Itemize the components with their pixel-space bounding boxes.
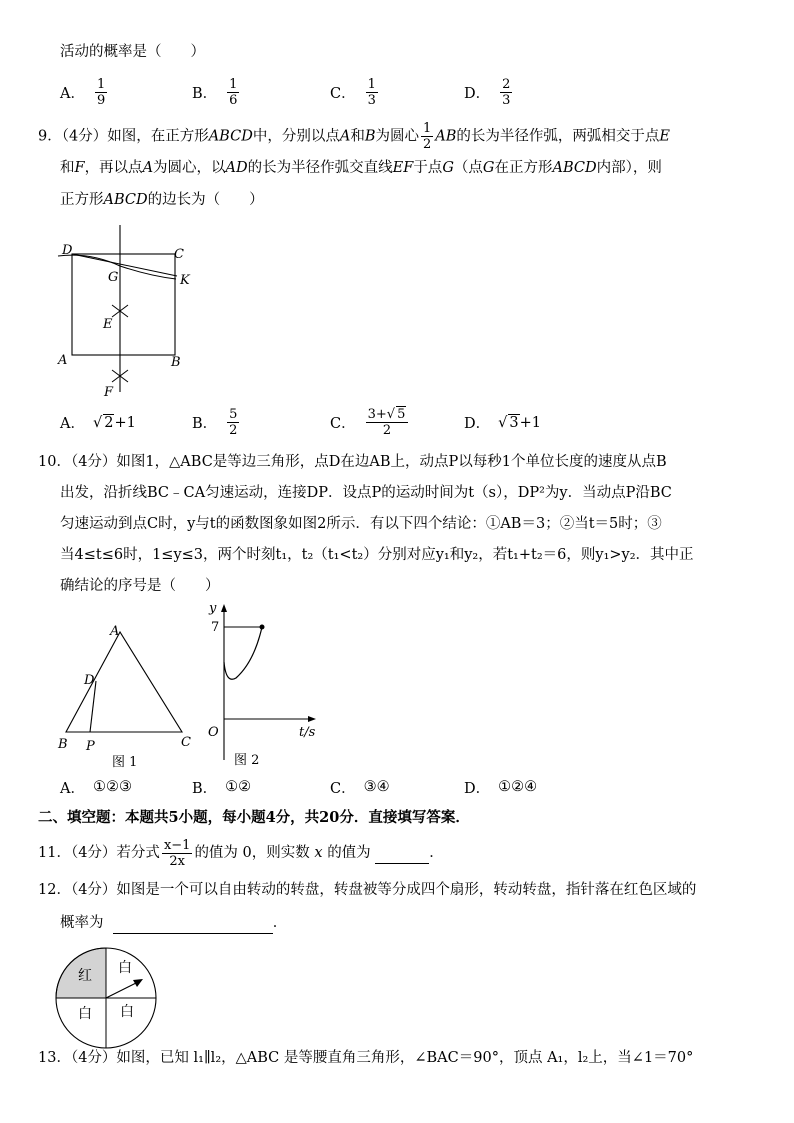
label-c: C: [181, 735, 191, 750]
q12-spinner: [54, 946, 158, 1050]
q9-option-a[interactable]: A． √ 2+1: [60, 414, 136, 432]
label-f: F: [104, 385, 114, 400]
fraction: $\frac{x-1}{2x}$: [163, 837, 191, 869]
label-y: y: [209, 601, 217, 616]
fraction: $\frac{1}{6}$: [229, 76, 238, 108]
q9-line2: 和F，再以点A为圆心，以AD的长为半径作弧交直线EF于点G（点G在正方形ABCD内部），则: [60, 160, 662, 176]
label-o: O: [208, 725, 219, 740]
fraction: $\frac{2}{3}$: [502, 76, 511, 108]
q10-line5: 确结论的序号是（ ）: [60, 578, 220, 594]
q12-line2: 概率为 ．: [60, 913, 287, 934]
q8-tail: 活动的概率是（ ）: [60, 44, 205, 60]
label-k: K: [180, 273, 190, 288]
label-a: A: [58, 353, 68, 368]
q10-figure-2: [196, 600, 326, 770]
segment-dk: [72, 254, 177, 276]
q10-line1: 10．（4分）如图1，△ABC是等边三角形，点D在边AB上，动点P以每秒1个单位长度的速度从点B: [38, 454, 667, 470]
caption: 图 2: [234, 753, 260, 768]
fraction: $\frac{3+√ 5}{2}$: [366, 406, 409, 438]
endpoint: [260, 625, 265, 630]
pointer-head: [133, 979, 143, 987]
label-b: B: [58, 737, 68, 752]
fraction: $\frac{5}{2}$: [229, 406, 238, 438]
q13-line1: 13．（4分）如图，已知 l₁∥l₂，△ABC 是等腰直角三角形，∠BAC＝90°，顶点 A₁，l₂上，当∠1＝70°: [38, 1050, 694, 1066]
fraction: $\frac{1}{2}$: [422, 121, 432, 152]
q12-answer-blank[interactable]: [113, 913, 273, 934]
q10-line4: 当4≤t≤6时，1≤y≤3，两个时刻t₁，t₂（t₁<t₂）分别对应y₁和y₂，若t₁+t₂＝6，则y₁>y₂．其中正: [60, 547, 694, 563]
label-b: B: [171, 355, 181, 370]
q9-option-d[interactable]: D． √ 3+1: [464, 414, 541, 432]
q10-option-a[interactable]: A． ①②③: [60, 779, 132, 797]
q8-option-a[interactable]: A． $\frac{1}{9}$: [60, 76, 106, 108]
q9-option-c[interactable]: C． $\frac{3+√ 5}{2}$: [330, 402, 410, 442]
q10-figure-1: [52, 618, 202, 770]
label-d: D: [84, 673, 95, 688]
q10-option-b[interactable]: B． ①②: [192, 779, 252, 797]
q11: 11．（4分）若分式 $\frac{x-1}{2x}$ 的值为 0，则实数 x 的值为 ．: [38, 837, 444, 869]
q8-option-d[interactable]: D． $\frac{2}{3}$: [464, 76, 511, 108]
q9-option-b[interactable]: B． $\frac{5}{2}$: [192, 406, 238, 438]
x-axis-arrow: [308, 716, 316, 722]
q10-option-c[interactable]: C． ③④: [330, 779, 390, 797]
fraction: $\frac{1}{9}$: [96, 76, 106, 108]
label-a: A: [110, 624, 120, 639]
square: [72, 254, 175, 355]
q9-line1: 9．（4分）如图，在正方形ABCD中，分别以点A和B为圆心 $\frac{1}{2}$ AB的长为半径作弧，两弧相交于点E: [38, 121, 670, 152]
q10-option-d[interactable]: D． ①②④: [464, 779, 538, 797]
label-t: t/s: [299, 725, 316, 740]
sector-label: 白: [120, 1004, 134, 1020]
sector-label: 白: [78, 1006, 92, 1022]
fraction: $\frac{1}{3}$: [367, 76, 376, 108]
q10-line3: 匀速运动到点C时，y与t的函数图象如图2所示．有以下四个结论：①AB＝3；②当t＝5时；③: [60, 516, 662, 532]
q9-figure: [50, 222, 210, 402]
q8-option-c[interactable]: C． $\frac{1}{3}$: [330, 76, 376, 108]
segment-dp: [90, 681, 96, 732]
q12-line1: 12．（4分）如图是一个可以自由转动的转盘，转盘被等分成四个扇形，转动转盘，指针落在红色区域的: [38, 882, 697, 898]
label-p: P: [86, 739, 95, 754]
sector-label: 红: [78, 968, 92, 984]
q10-line2: 出发，沿折线BC﹣CA匀速运动，连接DP．设点P的运动时间为t（s），DP²为y．当动点P沿BC: [60, 485, 672, 501]
caption: 图 1: [112, 755, 138, 770]
curve: [224, 627, 262, 679]
q11-answer-blank[interactable]: [375, 843, 429, 864]
y-axis-arrow: [221, 604, 227, 612]
sector-label: 白: [118, 960, 132, 976]
label-seven: 7: [211, 620, 220, 635]
label-d: D: [62, 243, 73, 258]
label-g: G: [108, 270, 119, 285]
section-heading: 二、填空题：本题共5小题，每小题4分，共20分．直接填写答案．: [38, 809, 470, 826]
pointer: [106, 982, 138, 998]
q8-option-b[interactable]: B． $\frac{1}{6}$: [192, 76, 238, 108]
q9-line3: 正方形ABCD的边长为（ ）: [60, 192, 264, 208]
label-c: C: [174, 247, 184, 262]
label-e: E: [103, 317, 113, 332]
